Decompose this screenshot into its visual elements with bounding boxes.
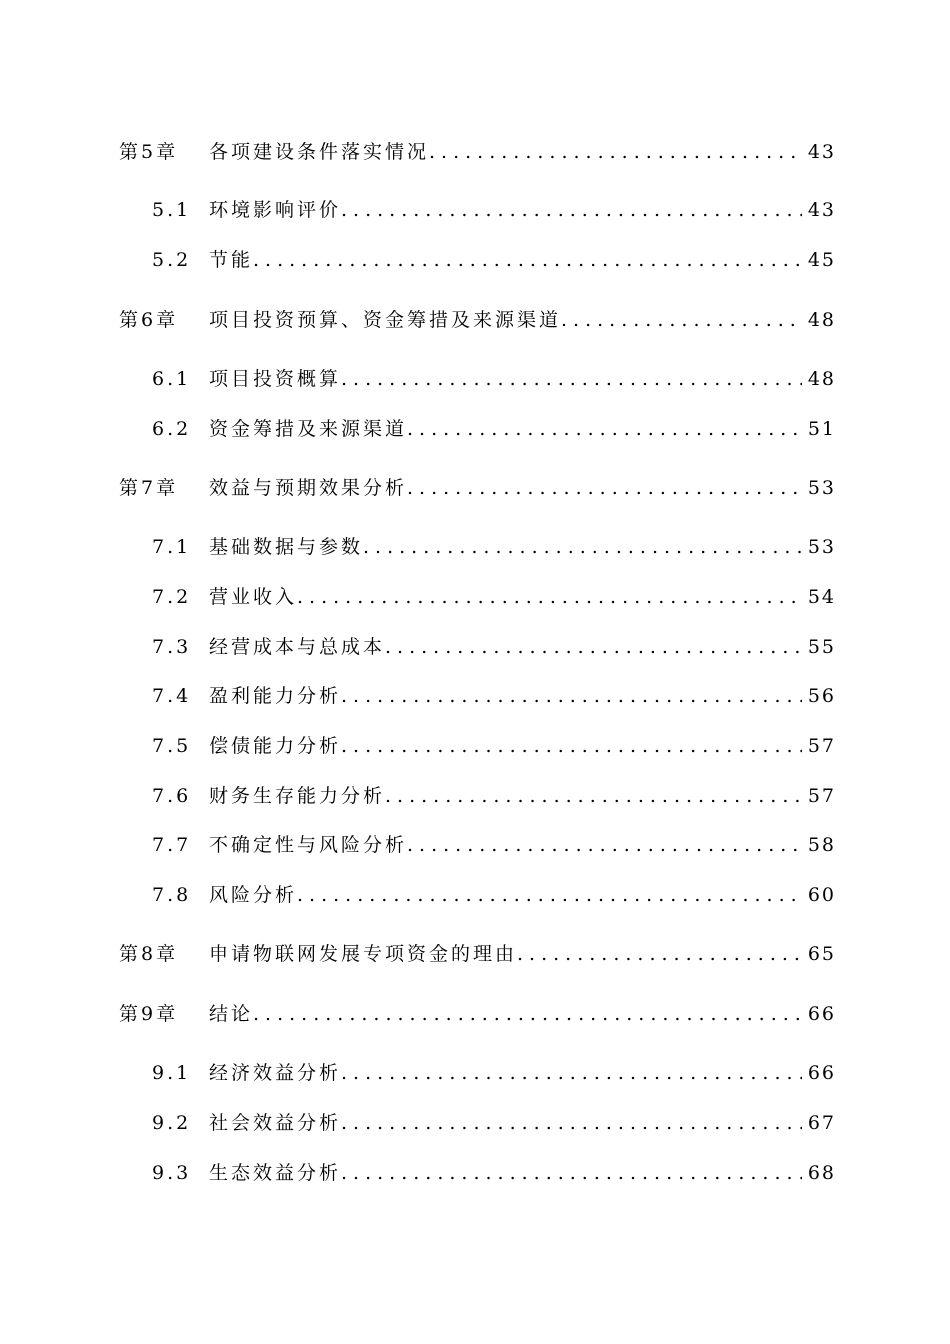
toc-dot-leader <box>429 137 802 167</box>
toc-dot-leader <box>341 1058 802 1088</box>
toc-entry-line <box>209 939 836 969</box>
toc-entry-number: 6.2 <box>152 418 192 440</box>
toc-page-number: 67 <box>807 1112 836 1134</box>
toc-dot-leader <box>341 1108 802 1138</box>
toc-dot-leader <box>385 632 802 662</box>
toc-section-9-3[interactable] <box>0 1158 950 1188</box>
toc-entry-number: 7.1 <box>152 536 192 558</box>
toc-dot-leader <box>253 245 802 275</box>
toc-entry-title: 环境影响评价 <box>209 199 342 221</box>
toc-entry-line <box>209 999 836 1029</box>
toc-chapter-7[interactable] <box>0 473 950 503</box>
toc-entry-title: 经营成本与总成本 <box>209 636 386 658</box>
toc-dot-leader <box>407 830 802 860</box>
toc-entry-number: 5.1 <box>152 199 192 221</box>
toc-entry-line <box>209 582 836 612</box>
toc-section-7-3[interactable] <box>0 632 950 662</box>
toc-entry-line <box>209 880 836 910</box>
toc-chapter-8[interactable] <box>0 939 950 969</box>
toc-entry-title: 盈利能力分析 <box>209 685 342 707</box>
toc-entry-title: 不确定性与风险分析 <box>209 834 408 856</box>
toc-entry-title: 财务生存能力分析 <box>209 785 386 807</box>
toc-entry-number: 6.1 <box>152 368 192 390</box>
toc-section-7-6[interactable] <box>0 781 950 811</box>
toc-dot-leader <box>363 532 802 562</box>
toc-page-number: 54 <box>807 586 836 608</box>
toc-entry-title: 效益与预期效果分析 <box>209 477 408 499</box>
toc-entry-title: 营业收入 <box>209 586 298 608</box>
toc-page-number: 43 <box>807 199 836 221</box>
toc-entry-number: 7.5 <box>152 735 192 757</box>
toc-dot-leader <box>561 305 802 335</box>
toc-section-7-4[interactable] <box>0 681 950 711</box>
toc-dot-leader <box>341 364 802 394</box>
toc-page-number: 60 <box>807 884 836 906</box>
toc-entry-number: 9.1 <box>152 1062 192 1084</box>
toc-page-number: 43 <box>807 141 836 163</box>
toc-entry-number: 7.7 <box>152 834 192 856</box>
toc-dot-leader <box>297 880 802 910</box>
toc-section-7-7[interactable] <box>0 830 950 860</box>
toc-dot-leader <box>341 681 802 711</box>
toc-entry-title: 资金筹措及来源渠道 <box>209 418 408 440</box>
toc-page-number: 58 <box>807 834 836 856</box>
toc-entry-line <box>209 731 836 761</box>
toc-page-number: 45 <box>807 249 836 271</box>
toc-page-number: 68 <box>807 1162 836 1184</box>
toc-entry-title: 节能 <box>209 249 254 271</box>
toc-entry-number: 7.8 <box>152 884 192 906</box>
toc-entry-line <box>209 1158 836 1188</box>
toc-entry-number: 第6章 <box>119 309 179 331</box>
toc-page-number: 51 <box>807 418 836 440</box>
toc-dot-leader <box>253 999 802 1029</box>
toc-section-7-8[interactable] <box>0 880 950 910</box>
toc-entry-title: 项目投资概算 <box>209 368 342 390</box>
toc-dot-leader <box>407 414 802 444</box>
toc-page-number: 53 <box>807 477 836 499</box>
toc-page-number: 57 <box>807 785 836 807</box>
toc-dot-leader <box>385 781 802 811</box>
toc-section-5-2[interactable] <box>0 245 950 275</box>
toc-section-6-2[interactable] <box>0 414 950 444</box>
toc-dot-leader <box>341 731 802 761</box>
toc-section-9-2[interactable] <box>0 1108 950 1138</box>
toc-section-9-1[interactable] <box>0 1058 950 1088</box>
toc-entry-title: 项目投资预算、资金筹措及来源渠道 <box>209 309 562 331</box>
toc-entry-line <box>209 681 836 711</box>
toc-entry-line <box>209 781 836 811</box>
toc-page-number: 55 <box>807 636 836 658</box>
toc-page-number: 65 <box>807 943 836 965</box>
toc-entry-line <box>209 245 836 275</box>
toc-dot-leader <box>517 939 802 969</box>
toc-page-number: 66 <box>807 1003 836 1025</box>
toc-section-7-5[interactable] <box>0 731 950 761</box>
toc-entry-title: 社会效益分析 <box>209 1112 342 1134</box>
toc-entry-number: 第7章 <box>119 477 179 499</box>
toc-entry-number: 9.2 <box>152 1112 192 1134</box>
toc-entry-line <box>209 632 836 662</box>
toc-page-number: 48 <box>807 309 836 331</box>
toc-entry-line <box>209 532 836 562</box>
toc-chapter-5[interactable] <box>0 137 950 167</box>
toc-entry-number: 第5章 <box>119 141 179 163</box>
toc-entry-number: 7.4 <box>152 685 192 707</box>
toc-entry-line <box>209 1058 836 1088</box>
toc-entry-title: 经济效益分析 <box>209 1062 342 1084</box>
toc-entry-title: 各项建设条件落实情况 <box>209 141 430 163</box>
toc-entry-line <box>209 1108 836 1138</box>
toc-entry-line <box>209 364 836 394</box>
toc-entry-line <box>209 830 836 860</box>
toc-entry-line <box>209 414 836 444</box>
toc-section-7-2[interactable] <box>0 582 950 612</box>
toc-entry-title: 生态效益分析 <box>209 1162 342 1184</box>
toc-entry-number: 7.2 <box>152 586 192 608</box>
toc-entry-title: 偿债能力分析 <box>209 735 342 757</box>
toc-page-number: 53 <box>807 536 836 558</box>
toc-entry-number: 5.2 <box>152 249 192 271</box>
toc-entry-number: 第8章 <box>119 943 179 965</box>
toc-entry-number: 7.6 <box>152 785 192 807</box>
toc-entry-line <box>209 305 836 335</box>
toc-section-7-1[interactable] <box>0 532 950 562</box>
toc-section-5-1[interactable] <box>0 195 950 225</box>
toc-entry-title: 风险分析 <box>209 884 298 906</box>
toc-dot-leader <box>407 473 802 503</box>
toc-entry-title: 结论 <box>209 1003 254 1025</box>
toc-page-number: 57 <box>807 735 836 757</box>
toc-entry-title: 申请物联网发展专项资金的理由 <box>209 943 518 965</box>
toc-entry-line <box>209 137 836 167</box>
toc-entry-number: 9.3 <box>152 1162 192 1184</box>
toc-dot-leader <box>341 195 802 225</box>
toc-chapter-6[interactable] <box>0 305 950 335</box>
toc-entry-line <box>209 195 836 225</box>
toc-entry-line <box>209 473 836 503</box>
toc-dot-leader <box>341 1158 802 1188</box>
toc-page-number: 48 <box>807 368 836 390</box>
toc-page-number: 66 <box>807 1062 836 1084</box>
toc-chapter-9[interactable] <box>0 999 950 1029</box>
toc-section-6-1[interactable] <box>0 364 950 394</box>
toc-dot-leader <box>297 582 802 612</box>
toc-entry-number: 7.3 <box>152 636 192 658</box>
toc-entry-title: 基础数据与参数 <box>209 536 364 558</box>
toc-page-number: 56 <box>807 685 836 707</box>
toc-entry-number: 第9章 <box>119 1003 179 1025</box>
